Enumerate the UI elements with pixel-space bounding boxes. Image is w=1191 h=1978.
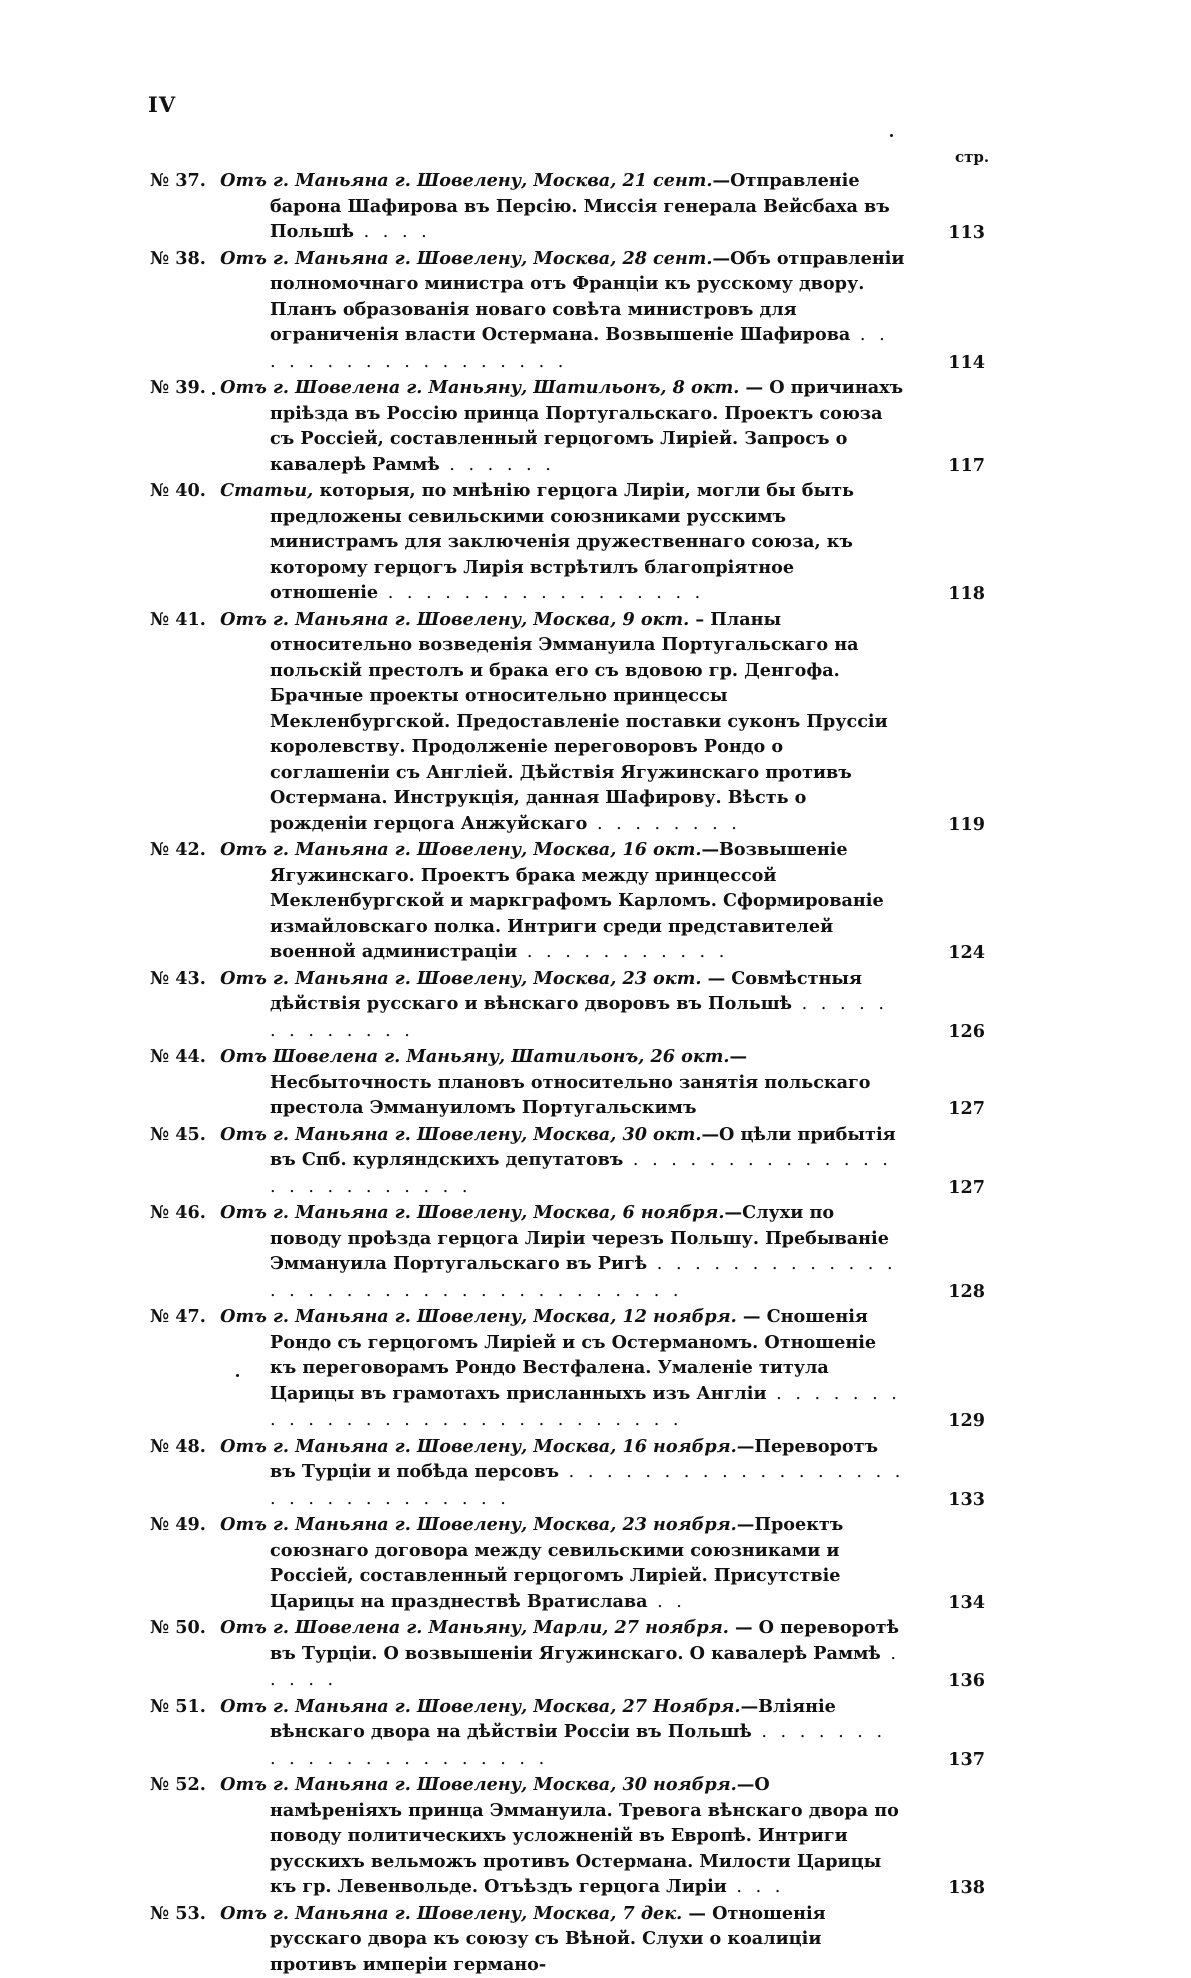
entry-number: № 51. [150,1694,214,1720]
entry-page-number: 127 [915,1175,985,1201]
entry-page-number: 133 [915,1487,985,1513]
dot-leader: . . . . . . [440,455,555,475]
entry-correspondents: Отъ г. Маньяна г. Шовелену, Москва, 23 ноября. [220,1514,737,1535]
entry-page-number: 126 [915,1019,985,1045]
entry-number: № 52. [150,1772,214,1798]
toc-entry [150,246,985,376]
entry-correspondents: Отъ Шовелена г. Маньяну, Шатильонъ, 26 окт. [220,1046,729,1067]
toc-entry-text [150,1044,985,1122]
toc-entry-text [150,1434,985,1513]
toc-entry [150,168,985,246]
entry-correspondents: Отъ г. Маньяна г. Шовелену, Москва, 16 окт. [220,839,701,860]
dot-leader: . . . . . . . . . . . . . . . . . . . . . . . . . [270,1150,892,1197]
entry-summary: —Вліяніе вѣнскаго двора на дѣйствіи Россіи въ Польшѣ [270,1696,836,1743]
entry-correspondents: Отъ г. Маньяна г. Шовелену, Москва, 6 ноября. [220,1202,724,1223]
dot-leader: . . . . . . . . . . . . . [270,994,888,1041]
entry-summary: — Отношенія русскаго двора къ союзу съ Вѣной. Слухи о коалиціи противъ имперіи германо- [270,1903,826,1975]
entry-summary: —Проектъ союзнаго договора между севильскими союзниками и Россіей, составленный герцогомъ Лиріей. Присутствіе Царицы на празднествѣ Вратислава [270,1514,843,1612]
entry-number: № 42. [150,837,214,863]
entry-summary: – Планы относительно возведенія Эммануила Португальскаго на польскій престолъ и брака его съ вдовою гр. Денгофа. Брачные проекты относительно принцессы Мекленбургской. Предоставленіе поставки суконъ Пруссіи королевству. Продолженіе переговоровъ Рондо о соглашеніи съ Англіей. Дѣйствія Ягужинскаго противъ Остермана. Инструкція, данная Шафирову. Вѣсть о рожденіи герцога Анжуйскаго [270,609,888,834]
entry-number: № 50. [150,1615,214,1641]
toc-entry [150,837,985,966]
entry-summary: — Сношенія Рондо съ герцогомъ Лиріей и съ Остерманомъ. Отношеніе къ переговорамъ Рондо Вестфалена. Умаленіе титула Царицы въ грамотахъ присланныхъ изъ Англіи [270,1306,876,1404]
entry-number: № 49. [150,1512,214,1538]
toc-entry [150,478,985,607]
toc-entry-text [150,478,985,607]
dot-leader: . . . . . . . . . . . . . . . . . . . . . . [270,1722,886,1769]
dot-leader: . . . . . [270,1644,900,1691]
entry-correspondents: Статьи, [220,480,313,501]
entry-correspondents: Отъ г. Маньяна г. Шовелену, Москва, 9 окт. [220,609,689,630]
toc-entry [150,1304,985,1434]
entry-number: № 45. [150,1122,214,1148]
entry-summary: —Отправленіе барона Шафирова въ Персію. Миссія генерала Вейсбаха въ Польшѣ [270,170,890,242]
entry-page-number: 136 [915,1668,985,1694]
entry-summary: —Несбыточность плановъ относительно занятія польскаго престола Эммануиломъ Португальскимъ [270,1046,871,1118]
entry-number: № 41. [150,607,214,633]
dot-leader: . . . . . . . . . . . . . . . . . . . . . . . . . . . . . . . . . . . [270,1254,897,1301]
entry-page-number: 128 [915,1279,985,1305]
entry-number: № 40. [150,478,214,504]
toc-entry-text [150,1512,985,1615]
entry-summary: —Возвышеніе Ягужинскаго. Проектъ брака между принцессой Мекленбургской и маркграфомъ Карломъ. Сформированіе измайловскаго полка. Интриги среди представителей военной администраціи [270,839,884,962]
entry-number: № 44. [150,1044,214,1070]
entry-page-number: 124 [915,940,985,966]
entry-page-number: 127 [915,1096,985,1122]
toc-entry-text [150,246,985,376]
entry-page-number: 137 [915,1747,985,1773]
page-number: IV [148,92,176,117]
entry-summary: —О цѣли прибытія въ Спб. курляндскихъ депутатовъ [270,1124,896,1171]
stray-dot-mark [890,134,893,137]
entry-correspondents: Отъ г. Маньяна г. Шовелену, Москва, 21 сент. [220,170,712,191]
toc-entry-text [150,1615,985,1694]
entry-page-number: 118 [915,581,985,607]
dot-leader: . . . . . . . . . . . . . . . . . . . . . . . . . . . . . . . [270,1462,904,1509]
entry-correspondents: Отъ г. Шовелена г. Маньяну, Шатильонъ, 8 окт. [220,377,739,398]
toc-entry [150,1512,985,1615]
entry-number: № 53. [150,1901,214,1927]
toc-entry-text [150,1901,985,1978]
dot-leader: . . . . . . . . . . . . . . . . . [378,583,704,603]
entry-summary: — Совмѣстныя дѣйствія русскаго и вѣнскаго дворовъ въ Польшѣ [270,968,862,1015]
entry-page-number: 129 [915,1408,985,1434]
toc-entry-text [150,1772,985,1901]
entry-correspondents: Отъ г. Шовелена г. Маньяну, Марли, 27 ноября. [220,1617,729,1638]
entry-number: № 47. [150,1304,214,1330]
entry-number: № 46. [150,1200,214,1226]
entry-page-number: 134 [915,1590,985,1616]
toc-entry [150,607,985,838]
toc-entry [150,375,985,478]
dot-leader: . . . . . . . . . . . [517,942,728,962]
stray-dot-mark [212,392,215,395]
entry-correspondents: Отъ г. Маньяна г. Шовелену, Москва, 30 ноября. [220,1774,737,1795]
toc-entry-text [150,1694,985,1773]
entry-correspondents: Отъ г. Маньяна г. Шовелену, Москва, 30 окт. [220,1124,701,1145]
dot-leader: . . . . [354,222,431,242]
entry-page-number: 119 [915,812,985,838]
dot-leader: . . . [727,1877,785,1897]
dot-leader: . . [648,1592,686,1612]
toc-entry-text [150,966,985,1045]
toc-entry-text [150,1304,985,1434]
toc-entry-text [150,375,985,478]
entry-summary: которыя, по мнѣнію герцога Лиріи, могли бы быть предложены севильскими союзниками русскимъ министрамъ для заключенія дружественнаго союза, къ которому герцогъ Лирія встрѣтилъ благопріятное отношеніе [270,480,854,603]
toc-entry [150,1694,985,1773]
dot-leader: . . . . . . . . . . . . . . . . . . . . . . . . . . . . . [270,1384,901,1431]
entry-number: № 39. [150,375,214,401]
entry-summary: —Переворотъ въ Турціи и побѣда персовъ [270,1436,878,1483]
entry-page-number: 113 [915,220,985,246]
entry-correspondents: Отъ г. Маньяна г. Шовелену, Москва, 27 Ноября. [220,1696,740,1717]
toc-entry [150,1122,985,1201]
toc-entry [150,1772,985,1901]
entry-summary: —Объ отправленіи полномочнаго министра отъ Франціи къ русскому двору. Планъ образованія новаго совѣта министровъ для ограниченія власти Остермана. Возвышеніе Шафирова [270,248,904,346]
toc-entry-text [150,1200,985,1304]
entry-correspondents: Отъ г. Маньяна г. Шовелену, Москва, 12 ноября. [220,1306,737,1327]
entry-page-number: 114 [915,350,985,376]
toc-entry-text [150,1122,985,1201]
entry-summary: —О намѣреніяхъ принца Эммануила. Тревога вѣнскаго двора по поводу политическихъ усложненій въ Европѣ. Интриги русскихъ вельможъ противъ Остермана. Милости Царицы къ гр. Левенвольде. Отъѣздъ герцога Лиріи [270,1774,899,1897]
toc-entry [150,1200,985,1304]
entry-page-number: 117 [915,453,985,479]
page-column-header: стр. [955,148,989,166]
entry-summary: — О переворотѣ въ Турціи. О возвышеніи Ягужинскаго. О кавалерѣ Раммѣ [270,1617,899,1664]
toc-entry [150,1044,985,1122]
toc-entry [150,966,985,1045]
toc-entry [150,1901,985,1978]
toc-entry [150,1615,985,1694]
entry-summary: —Слухи по поводу проѣзда герцога Лиріи черезъ Польшу. Пребываніе Эммануила Португальскаго въ Ригѣ [270,1202,889,1274]
entry-correspondents: Отъ г. Маньяна г. Шовелену, Москва, 7 дек. [220,1903,682,1924]
entry-number: № 37. [150,168,214,194]
dot-leader: . . . . . . . . . . . . . . . . . . [270,325,889,372]
toc-entry-text [150,837,985,966]
entry-summary: — О причинахъ пріѣзда въ Россію принца Португальскаго. Проектъ союза съ Россіей, составленный герцогомъ Лиріей. Запросъ о кавалерѣ Раммѣ [270,377,903,475]
stray-dot-mark [236,1374,239,1377]
toc-entry-text [150,168,985,246]
table-of-contents [150,168,985,1978]
entry-number: № 38. [150,246,214,272]
entry-page-number: 138 [915,1875,985,1901]
toc-entry [150,1434,985,1513]
entry-number: № 48. [150,1434,214,1460]
toc-entry-text [150,607,985,838]
entry-number: № 43. [150,966,214,992]
entry-correspondents: Отъ г. Маньяна г. Шовелену, Москва, 16 ноября. [220,1436,737,1457]
dot-leader: . . . . . . . . [587,814,740,834]
entry-correspondents: Отъ г. Маньяна г. Шовелену, Москва, 28 сент. [220,248,712,269]
entry-correspondents: Отъ г. Маньяна г. Шовелену, Москва, 23 окт. [220,968,701,989]
